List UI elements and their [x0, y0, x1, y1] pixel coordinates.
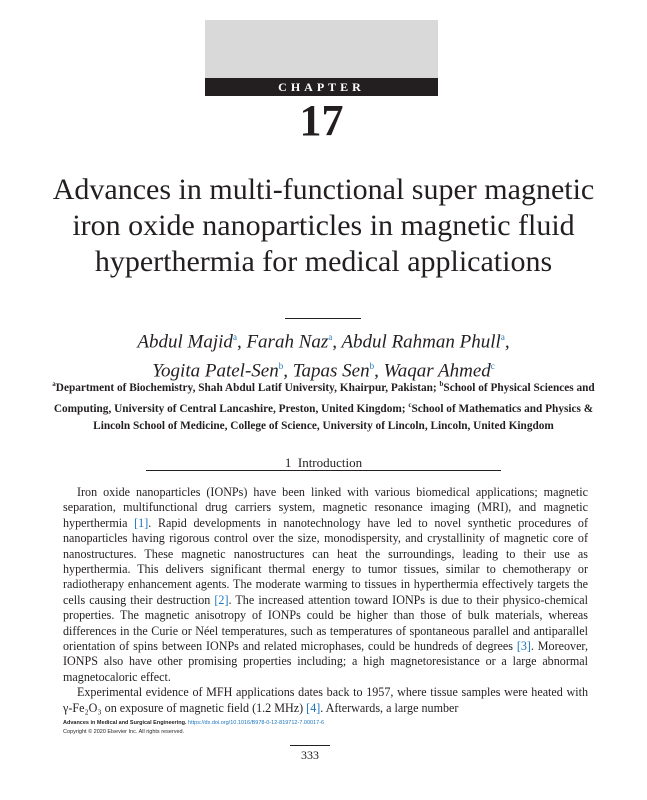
section-title: Introduction — [297, 455, 363, 470]
paragraph-2 — [63, 685, 588, 716]
copyright: Copyright © 2020 Elsevier Inc. All rights reserved. — [63, 729, 185, 735]
author-list: Abdul Majid$^a$, Farah Naz$^a$, Abdul Rahman Phull$^a$, Yogita Patel-Sen$^b$, Tapas Sen$^b$, Waqar Ahmed$^c$ — [137, 331, 510, 382]
affiliations: $^a$Department of Biochemistry, Shah Abdul Latif University, Khairpur, Pakistan; $^b$School of Physical Sciences and Computing, University of Central Lancashire, Preston, United Kingdom; $^c$School of Mathematics and Physics & Lincoln School of Medicine, College of Science, University of Lincoln, Lincoln, United Kingdom — [52, 380, 595, 432]
author-name: Abdul Majid — [137, 331, 233, 353]
paragraph-text: Iron oxide nanoparticles (IONPs) have been linked with various biomedical applications; magnetic separation, multifunctional drug carriers system, magnetic resonance imaging (MRI), and magnetic hyperthermia — [63, 485, 588, 530]
author-affiliation-mark: c — [490, 361, 495, 372]
author-name: Yogita Patel-Sen — [152, 360, 279, 382]
reference-link[interactable]: [2] — [214, 592, 229, 607]
book-title: Advances in Medical and Surgical Engineering. — [63, 720, 187, 726]
chapter-title: Advances in multi-functional super magnetic iron oxide nanoparticles in magnetic fluid hyperthermia for medical applications — [52, 173, 595, 278]
author-affiliation-mark: a — [500, 332, 505, 342]
reference-link[interactable]: [3] — [516, 639, 531, 654]
paragraph-text: . The increased attention toward IONPs is due to their physico-chemical properties. The magnetic anisotropy of IONPs could be higher than those of bulk materials, whereas differences in the Curie or Néel temperatures, such as temperatures of spontaneous parallel and antiparallel orientation of spins between IONPs and related microphases, could be hundreds of degrees — [63, 592, 588, 654]
affiliation-c: School of Mathematics and Physics & Lincoln School of Medicine, College of Science, University of Lincoln, Lincoln, United Kingdom — [93, 402, 594, 432]
paragraph-text: . Moreover, IONPS also have other promising properties including; a high magnetoresistance or a large abnormal magnetocaloric effect. — [63, 639, 588, 684]
author-affiliation-mark: a — [232, 332, 237, 342]
page-number: 333 — [301, 748, 319, 762]
paragraph-text: . Rapid developments in nanotechnology have led to novel synthetic procedures of nanoparticles having rigorous control over the size, monodispersity, and crystallinity of magnetic core of nanostructures. These magnetic nanostructures can heat the surroundings, leading to their use as hyperthermia. This delivers significant thermal energy to tumor tissues, similar to chemotherapy or radiotherapy enhancement agents. The moderate warming to tissues in hyperthermia effectively targets the cells causing their destruction — [63, 515, 588, 607]
body-text — [63, 485, 588, 716]
page-footer — [63, 719, 588, 737]
page-number-rule — [290, 745, 330, 746]
section-number: 1 — [284, 455, 292, 470]
author-affiliation-mark: a — [328, 332, 333, 342]
author-name: Tapas Sen — [292, 360, 370, 382]
paragraph-text: . Afterwards, a large number — [320, 700, 459, 715]
chapter-header-box — [205, 20, 438, 78]
reference-link[interactable]: [4] — [306, 700, 321, 715]
author-name: Waqar Ahmed — [383, 360, 491, 382]
paragraph-1 — [63, 485, 588, 685]
affiliation-b: School of Physical Sciences and Computing, University of Central Lancashire, Preston, United Kingdom; — [53, 381, 595, 415]
reference-link[interactable]: [1] — [134, 515, 149, 530]
section-heading — [146, 455, 501, 471]
title-divider — [285, 318, 361, 319]
author-affiliation-mark: b — [369, 361, 375, 372]
affiliation-a: Department of Biochemistry, Shah Abdul Latif University, Khairpur, Pakistan; — [55, 381, 437, 394]
chapter-label: CHAPTER — [205, 78, 438, 96]
paragraph-text: Experimental evidence of MFH applications dates back to 1957, where tissue samples were heated with γ-Fe₂O₃ on exposure of magnetic field (1.2 MHz) — [63, 685, 588, 715]
doi-link[interactable]: https://dx.doi.org/10.1016/B978-0-12-819712-7.00017-6 — [188, 720, 325, 726]
section-divider — [146, 470, 501, 471]
author-name: Abdul Rahman Phull — [341, 331, 501, 353]
chapter-number: 17 — [299, 96, 344, 145]
author-affiliation-mark: b — [278, 361, 284, 372]
author-name: Farah Naz — [246, 331, 329, 353]
